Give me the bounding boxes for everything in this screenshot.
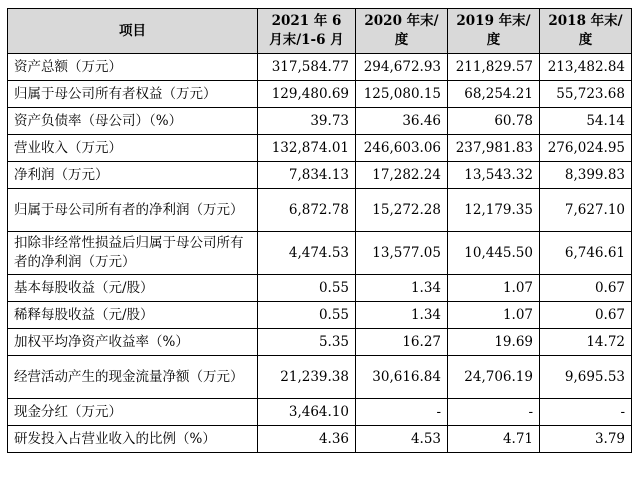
cell-value: 68,254.21 bbox=[448, 81, 540, 108]
cell-value: 39.73 bbox=[258, 108, 356, 135]
table-row bbox=[8, 135, 632, 162]
cell-value: 4.53 bbox=[356, 426, 448, 453]
row-label: 稀释每股收益（元/股） bbox=[8, 302, 258, 329]
row-label: 归属于母公司所有者的净利润（万元） bbox=[8, 189, 258, 232]
row-label: 归属于母公司所有者权益（万元） bbox=[8, 81, 258, 108]
table-row bbox=[8, 426, 632, 453]
cell-value: 294,672.93 bbox=[356, 54, 448, 81]
cell-value: 0.67 bbox=[540, 275, 632, 302]
table-row bbox=[8, 81, 632, 108]
cell-value: 16.27 bbox=[356, 329, 448, 356]
header-2018: 2018 年末/度 bbox=[540, 9, 632, 54]
row-label: 基本每股收益（元/股） bbox=[8, 275, 258, 302]
cell-value: 237,981.83 bbox=[448, 135, 540, 162]
cell-value: 1.07 bbox=[448, 275, 540, 302]
cell-value: 129,480.69 bbox=[258, 81, 356, 108]
cell-value: 36.46 bbox=[356, 108, 448, 135]
cell-value: 54.14 bbox=[540, 108, 632, 135]
cell-value: 125,080.15 bbox=[356, 81, 448, 108]
table-row bbox=[8, 302, 632, 329]
row-label: 经营活动产生的现金流量净额（万元） bbox=[8, 356, 258, 399]
table-row bbox=[8, 329, 632, 356]
cell-value: 8,399.83 bbox=[540, 162, 632, 189]
cell-value: 10,445.50 bbox=[448, 232, 540, 275]
cell-value: 1.34 bbox=[356, 275, 448, 302]
cell-value: - bbox=[356, 399, 448, 426]
cell-value: 24,706.19 bbox=[448, 356, 540, 399]
cell-value: 317,584.77 bbox=[258, 54, 356, 81]
cell-value: 17,282.24 bbox=[356, 162, 448, 189]
cell-value: 1.34 bbox=[356, 302, 448, 329]
cell-value: 15,272.28 bbox=[356, 189, 448, 232]
cell-value: 6,872.78 bbox=[258, 189, 356, 232]
table-row bbox=[8, 232, 632, 275]
row-label: 净利润（万元） bbox=[8, 162, 258, 189]
cell-value: 19.69 bbox=[448, 329, 540, 356]
cell-value: 3.79 bbox=[540, 426, 632, 453]
cell-value: 13,577.05 bbox=[356, 232, 448, 275]
cell-value: 5.35 bbox=[258, 329, 356, 356]
cell-value: 55,723.68 bbox=[540, 81, 632, 108]
table-row bbox=[8, 356, 632, 399]
cell-value: 30,616.84 bbox=[356, 356, 448, 399]
cell-value: 0.55 bbox=[258, 275, 356, 302]
cell-value: 7,627.10 bbox=[540, 189, 632, 232]
table-header-row bbox=[8, 9, 632, 54]
row-label: 研发投入占营业收入的比例（%） bbox=[8, 426, 258, 453]
header-2020: 2020 年末/度 bbox=[356, 9, 448, 54]
cell-value: 4.36 bbox=[258, 426, 356, 453]
cell-value: 132,874.01 bbox=[258, 135, 356, 162]
financial-indicators-table bbox=[7, 8, 632, 453]
cell-value: 21,239.38 bbox=[258, 356, 356, 399]
row-label: 资产总额（万元） bbox=[8, 54, 258, 81]
cell-value: - bbox=[540, 399, 632, 426]
table-row bbox=[8, 108, 632, 135]
cell-value: 4.71 bbox=[448, 426, 540, 453]
header-2021-h1: 2021 年 6 月末/1-6 月 bbox=[258, 9, 356, 54]
cell-value: 9,695.53 bbox=[540, 356, 632, 399]
cell-value: 211,829.57 bbox=[448, 54, 540, 81]
cell-value: 3,464.10 bbox=[258, 399, 356, 426]
header-item: 项目 bbox=[8, 9, 258, 54]
row-label: 营业收入（万元） bbox=[8, 135, 258, 162]
cell-value: 7,834.13 bbox=[258, 162, 356, 189]
cell-value: 1.07 bbox=[448, 302, 540, 329]
cell-value: 12,179.35 bbox=[448, 189, 540, 232]
row-label: 扣除非经常性损益后归属于母公司所有者的净利润（万元） bbox=[8, 232, 258, 275]
cell-value: 0.55 bbox=[258, 302, 356, 329]
cell-value: 14.72 bbox=[540, 329, 632, 356]
cell-value: 246,603.06 bbox=[356, 135, 448, 162]
cell-value: 6,746.61 bbox=[540, 232, 632, 275]
cell-value: 276,024.95 bbox=[540, 135, 632, 162]
row-label: 加权平均净资产收益率（%） bbox=[8, 329, 258, 356]
row-label: 资产负债率（母公司）（%） bbox=[8, 108, 258, 135]
cell-value: 13,543.32 bbox=[448, 162, 540, 189]
row-label: 现金分红（万元） bbox=[8, 399, 258, 426]
table-row bbox=[8, 54, 632, 81]
header-2019: 2019 年末/度 bbox=[448, 9, 540, 54]
table-row bbox=[8, 399, 632, 426]
cell-value: 60.78 bbox=[448, 108, 540, 135]
table-row bbox=[8, 162, 632, 189]
cell-value: 0.67 bbox=[540, 302, 632, 329]
cell-value: 4,474.53 bbox=[258, 232, 356, 275]
table-row bbox=[8, 275, 632, 302]
table-row bbox=[8, 189, 632, 232]
cell-value: - bbox=[448, 399, 540, 426]
cell-value: 213,482.84 bbox=[540, 54, 632, 81]
